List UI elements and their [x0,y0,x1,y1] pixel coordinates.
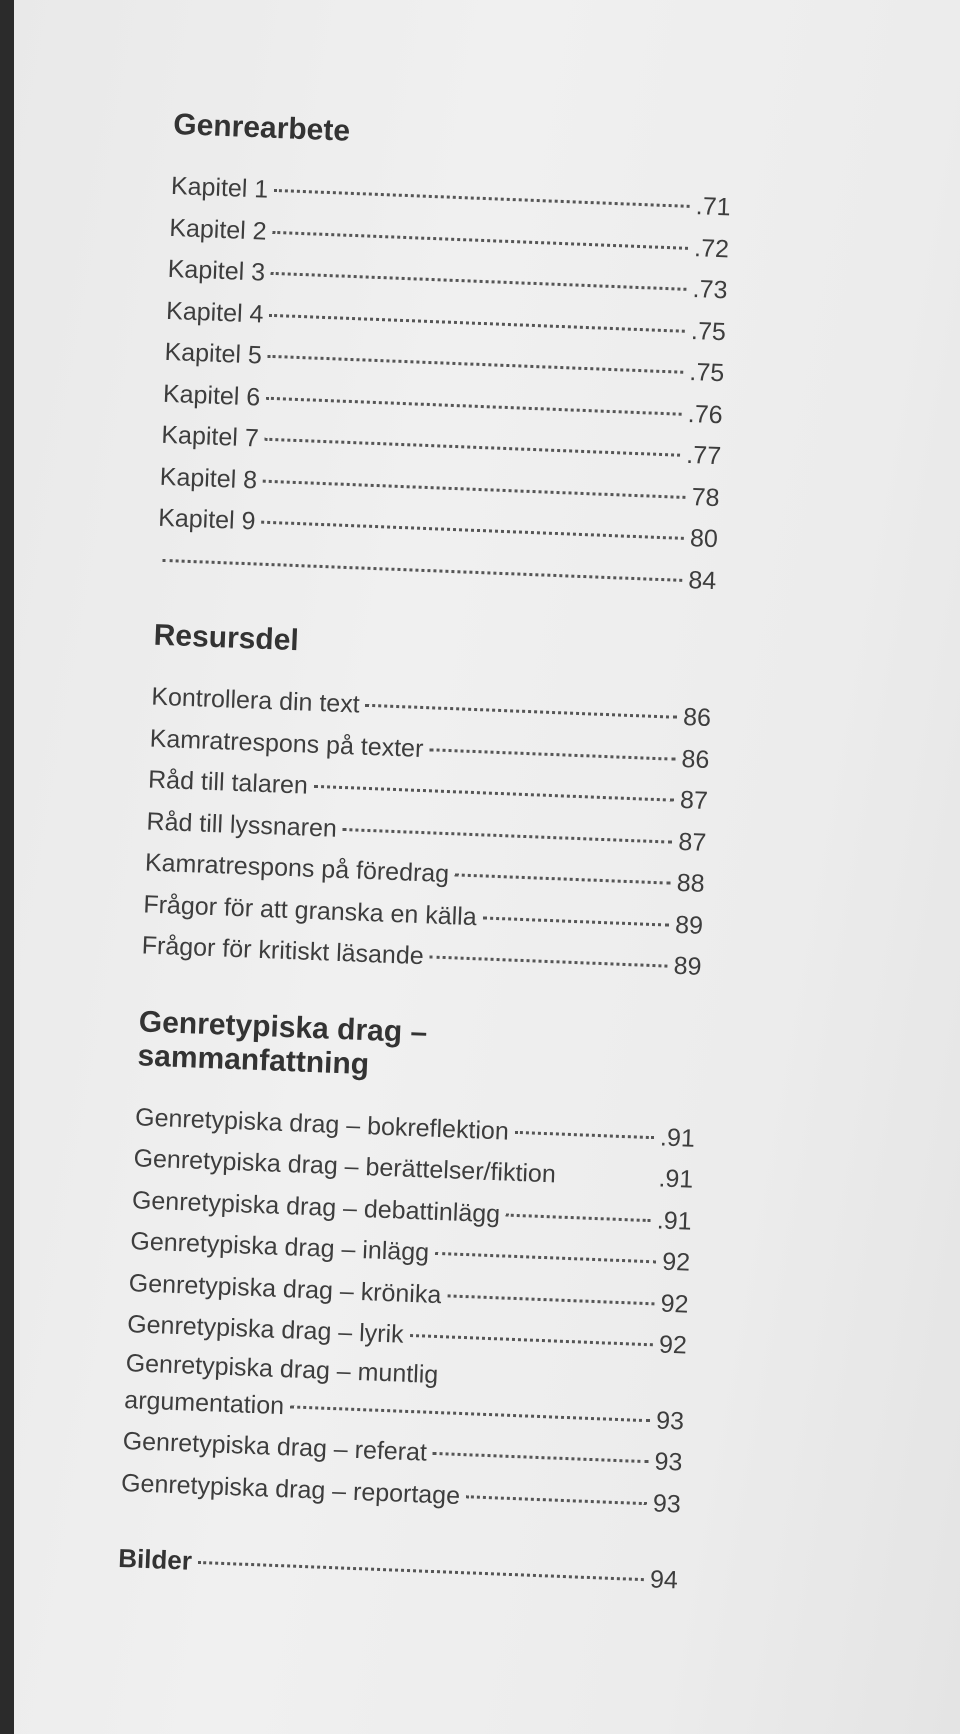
toc-entry-label: Genretypiska drag – krönika [128,1268,442,1309]
toc-page-number: 88 [676,868,706,898]
toc-entry-label: Genretypiska drag – reportage [120,1468,461,1510]
toc-entry-label: Genretypiska drag – muntlig [125,1348,439,1389]
toc-page-number: 89 [673,951,702,981]
toc-entry-label: Kapitel 9 [157,503,257,536]
toc-page-number: 93 [652,1488,682,1518]
toc-page-number: 86 [681,744,710,774]
toc-entry-label: Frågor för kritiskt läsande [141,931,425,971]
toc-entry-label: argumentation [123,1385,285,1420]
dot-leader [455,873,671,884]
toc-page-number: 93 [654,1447,683,1477]
toc-entry-label: Kamratrespons på texter [149,724,424,763]
toc-page-number: .75 [688,357,725,388]
toc-entry-label: Kapitel 1 [170,171,269,204]
toc-entry-label: Kapitel 8 [159,462,258,494]
toc-list-genrearbete [156,166,732,602]
dot-leader [515,1130,654,1138]
dot-leader [266,396,682,415]
section-heading-genrearbete: Genrearbete [172,108,351,148]
dot-leader [265,438,681,457]
toc-entry-label: Genretypiska drag – referat [122,1427,428,1467]
toc-page-number: 92 [661,1247,691,1277]
toc-page-number: 94 [649,1565,679,1595]
toc-entry-label: Genretypiska drag – berättelser/fiktion [133,1144,557,1189]
toc-page-number: 87 [679,785,709,815]
toc-page-number: 92 [660,1289,689,1319]
toc-entry-label: Råd till talaren [147,765,309,800]
heading-line: Genretypiska drag – [138,1004,428,1049]
toc-entry-label: Frågor för att granska en källa [142,889,478,931]
book-page [14,0,960,1734]
dot-leader [483,916,670,926]
toc-page-number: .71 [695,192,732,222]
dot-leader [261,521,684,540]
toc-page-number: 93 [655,1405,685,1436]
toc-page-number: .91 [656,1205,693,1236]
toc-page-number: 89 [674,910,704,940]
toc-entry-label: Kapitel 4 [165,296,264,329]
section-heading-genretypiska-drag [137,1005,699,1094]
toc-page-number: .75 [690,316,727,346]
toc-entry-label: Kontrollera din text [150,682,361,719]
toc-page-number: .76 [687,399,724,429]
dot-leader [466,1495,647,1505]
toc-page-number: .77 [685,440,722,471]
dot-leader [314,785,674,802]
section-heading-resursdel: Resursdel [153,618,300,658]
toc-entry-label: Genretypiska drag – debattinlägg [131,1185,501,1228]
toc-page-number: .73 [692,275,728,305]
toc-page-number: .91 [659,1122,696,1153]
toc-entry-label: Kapitel 3 [167,254,266,287]
dot-leader [273,230,689,249]
dot-leader [410,1334,654,1346]
dot-leader [366,704,678,719]
dot-leader [198,1561,644,1581]
dot-leader [271,272,687,291]
toc-list-genretypiska-drag [120,1097,695,1526]
toc-entry-label: Kapitel 7 [160,420,260,453]
dot-leader [274,189,690,208]
toc-entry-bilder [117,1538,678,1601]
toc-page-number: .91 [657,1164,694,1194]
dot-leader [268,355,684,374]
toc-list-resursdel [141,677,712,989]
toc-entry-label: Genretypiska drag – bokreflektion [134,1102,510,1146]
toc-page-number: 84 [687,565,717,595]
dot-leader [290,1405,650,1422]
toc-page-number: 92 [658,1330,688,1360]
dot-leader [430,955,668,967]
toc-entry-label: Genretypiska drag – lyrik [126,1310,405,1349]
table-of-contents [117,108,733,1601]
toc-page-number: 78 [691,482,720,512]
dot-leader [435,1252,656,1263]
heading-line: sammanfattning [136,1038,370,1081]
toc-page-number: 86 [682,703,712,733]
toc-page-number: 80 [689,524,719,554]
toc-entry-label: Kapitel 6 [162,379,261,412]
toc-entry-label: Kamratrespons på föredrag [144,848,450,889]
dot-leader [343,828,673,844]
toc-page-number: 87 [677,827,707,857]
dot-leader [562,1177,653,1180]
dot-leader [163,558,683,581]
toc-page-number: .72 [693,233,730,263]
dot-leader [269,313,685,332]
toc-entry-label: Kapitel 2 [168,213,268,246]
dot-leader [429,748,675,760]
toc-entry-label: Råd till lyssnaren [146,806,338,843]
toc-entry-label: Genretypiska drag – inlägg [129,1227,430,1267]
dot-leader [263,479,686,498]
toc-entry-label: Bilder [117,1542,193,1576]
dot-leader [447,1294,654,1305]
dot-leader [433,1452,649,1463]
toc-entry-label: Kapitel 5 [164,337,263,370]
dot-leader [506,1213,651,1222]
